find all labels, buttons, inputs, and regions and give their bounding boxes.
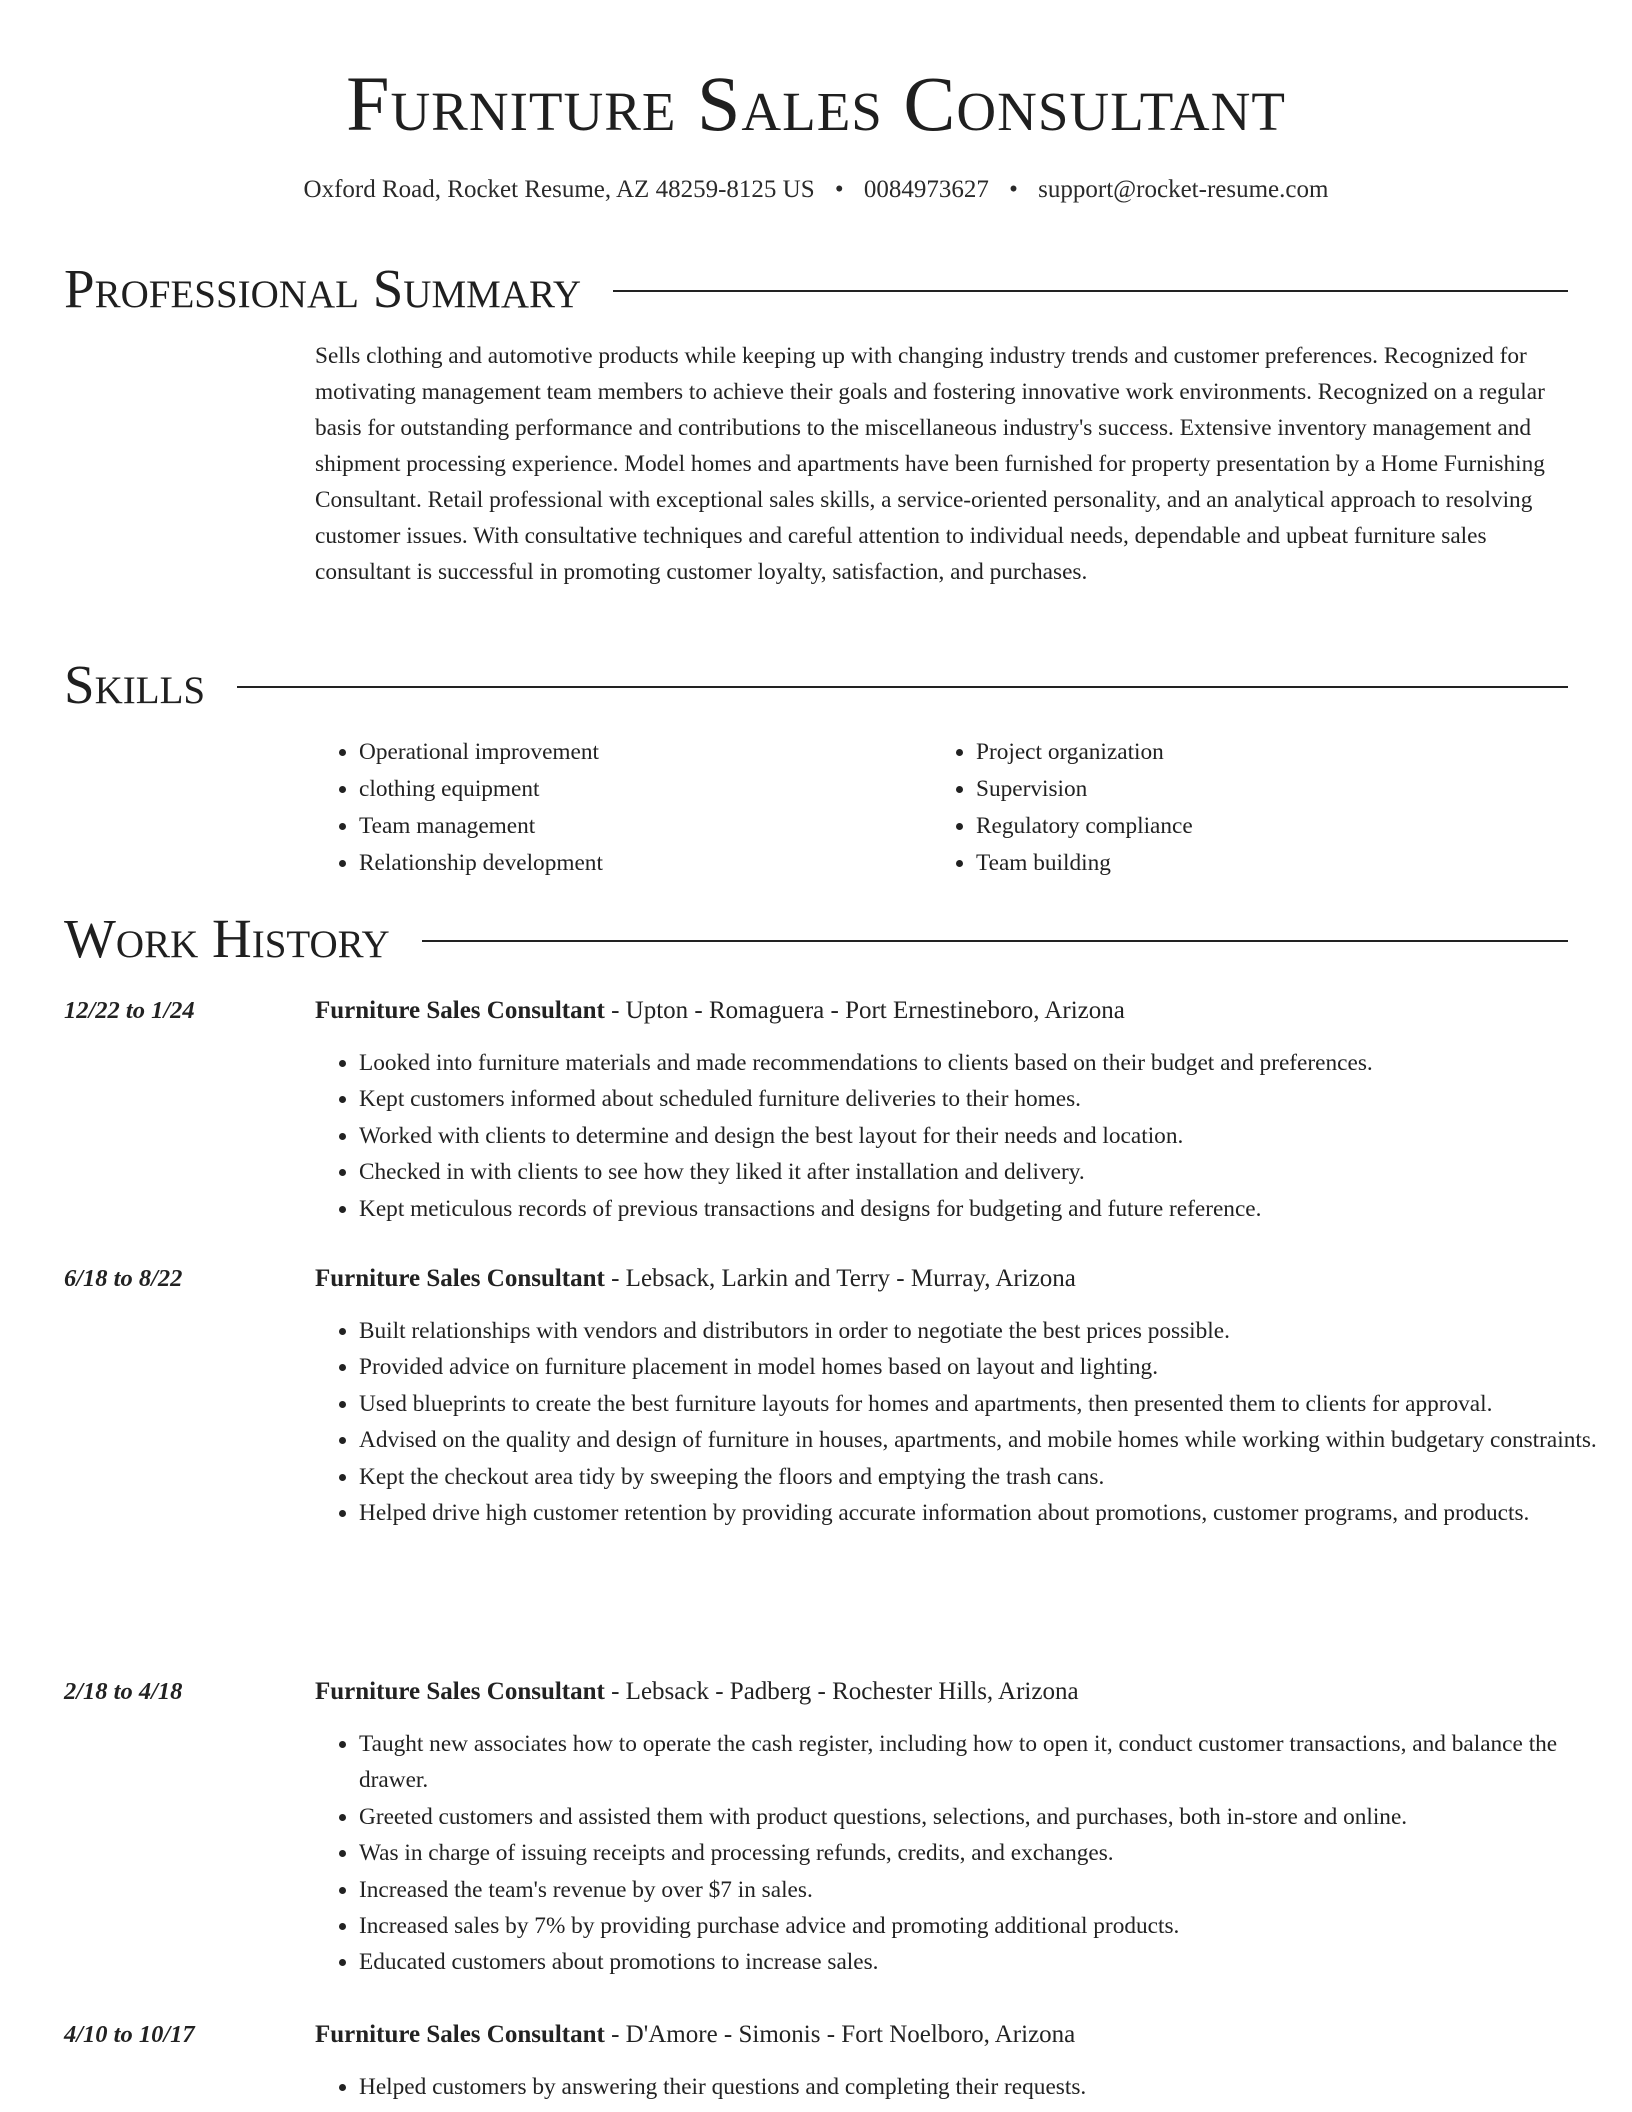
job-title-line [315,2017,1075,2053]
skill-item: • Project organization [976,734,1549,771]
job-dates: 12/22 to 1/24 [64,997,195,1024]
job-title-line [315,1674,1079,1710]
job-company: - Upton - Romaguera - Port Ernestineboro, Arizona [604,997,1125,1024]
job-title: Furniture Sales Consultant [315,997,605,1024]
skill-item: • Team management [359,808,932,845]
contact-separator: • [834,176,844,203]
contact-phone: 0084973627 [863,176,989,203]
job-bullets [315,1313,1614,1531]
job-bullet: • Kept meticulous records of previous transactions and designs for budgeting and future reference. [359,1191,1614,1227]
job-bullets [315,1045,1614,1227]
job-bullet: • Taught new associates how to operate the cash register, including how to open it, conduct customer transactions, and balance the drawer. [359,1726,1614,1799]
skill-item: • Relationship development [359,845,932,882]
work-section-header [64,906,1568,972]
skill-item: • Team building [976,845,1549,882]
contact-separator: • [1009,176,1018,203]
job-bullet: • Checked in with clients to see how they liked it after installation and delivery. [359,1154,1614,1190]
skill-item: • Regulatory compliance [976,808,1549,845]
contact-address: Oxford Road, Rocket Resume, AZ 48259-8125 US [303,176,815,203]
job-bullet: • Used blueprints to create the best furniture layouts for homes and apartments, then presented them to clients for approval. [359,1386,1614,1422]
section-divider [422,940,1568,942]
section-divider [613,290,1568,292]
job-bullet: • Helped drive high customer retention by providing accurate information about promotions, customer programs, and products. [359,1495,1614,1531]
summary-text: Sells clothing and automotive products while keeping up with changing industry trends and customer preferences. Recognized for motivating management team members to achieve their goals and fostering innovative work environments. Recognized on a regular basis for outstanding performance and contributions to the miscellaneous industry's success. Extensive inventory management and shipment processing experience. Model homes and apartments have been furnished for property presentation by a Home Furnishing Consultant. Retail professional with exceptional sales skills, a service-oriented personality, and an analytical approach to resolving customer issues. With consultative techniques and careful attention to individual needs, dependable and upbeat furniture sales consultant is successful in promoting customer loyalty, satisfaction, and purchases. [315,343,1545,585]
section-divider [237,686,1568,688]
job-bullet: • Educated customers about promotions to increase sales. [359,1944,1614,1980]
job-bullet: • Kept customers informed about scheduled furniture deliveries to their homes. [359,1081,1614,1117]
contact-line [0,173,1632,207]
job-bullet: • Advised on the quality and design of furniture in houses, apartments, and mobile homes while working within budgetary constraints. [359,1422,1614,1458]
job-bullet: • Increased sales by 7% by providing purchase advice and promoting additional products. [359,1908,1614,1944]
job-bullet: • Was in charge of issuing receipts and processing refunds, credits, and exchanges. [359,1835,1614,1871]
job-dates: 2/18 to 4/18 [64,1678,183,1705]
job-company: - Lebsack, Larkin and Terry - Murray, Arizona [604,1265,1076,1292]
job-bullet: • Greeted customers and assisted them with product questions, selections, and purchases, both in-store and online. [359,1799,1614,1835]
job-title-line [315,993,1125,1029]
job-bullet: • Increased the team's revenue by over $7 in sales. [359,1872,1614,1908]
job-bullet: • Looked into furniture materials and made recommendations to clients based on their budget and preferences. [359,1045,1614,1081]
skills-list-left [315,734,932,882]
skill-item: • clothing equipment [359,771,932,808]
job-bullet: • Helped customers by answering their questions and completing their requests. [359,2069,1614,2105]
job-dates: 6/18 to 8/22 [64,1265,183,1292]
job-company: - Lebsack - Padberg - Rochester Hills, Arizona [604,1678,1079,1705]
job-title-line [315,1261,1076,1297]
job-bullet: • Built relationships with vendors and distributors in order to negotiate the best prices possible. [359,1313,1614,1349]
resume-name: Furniture Sales Consultant [346,60,1286,147]
job-title: Furniture Sales Consultant [315,1678,605,1705]
skills-list-right [932,734,1549,882]
job-title: Furniture Sales Consultant [315,2021,605,2048]
skill-item: • Supervision [976,771,1549,808]
work-heading: Work History [64,908,390,969]
job-dates: 4/10 to 10/17 [64,2021,195,2048]
job-bullets [315,1726,1614,1981]
summary-section-header [64,256,1568,322]
job-bullet: • Provided advice on furniture placement in model homes based on layout and lighting. [359,1349,1614,1385]
job-bullet: • Kept the checkout area tidy by sweeping the floors and emptying the trash cans. [359,1459,1614,1495]
skills-heading: Skills [64,654,206,715]
skills-grid [315,734,1570,882]
job-bullet: • Worked with clients to determine and design the best layout for their needs and location. [359,1118,1614,1154]
job-company: - D'Amore - Simonis - Fort Noelboro, Arizona [604,2021,1076,2048]
job-title: Furniture Sales Consultant [315,1265,605,1292]
summary-heading: Professional Summary [64,258,582,319]
contact-email[interactable]: support@rocket-resume.com [1038,176,1329,203]
job-bullets [315,2069,1614,2105]
skills-section-header [64,652,1568,718]
skill-item: • Operational improvement [359,734,932,771]
